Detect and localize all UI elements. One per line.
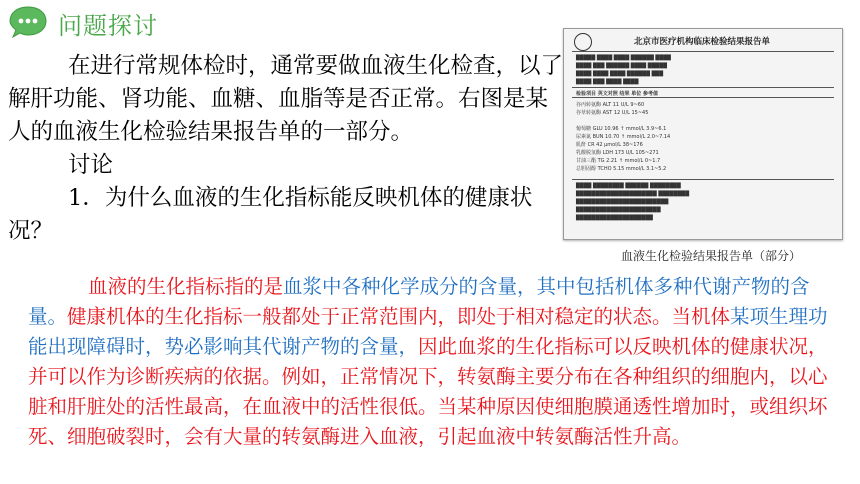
hospital-logo-icon — [574, 33, 592, 51]
answer-text-red: 血液的生化指标指的是 — [88, 275, 284, 298]
discussion-label: 讨论 — [68, 152, 114, 178]
chat-bubble-icon — [8, 4, 48, 40]
report-row: 甘油三酯 TG 2.21 ↑ mmol/L 0~1.7 — [576, 158, 661, 164]
intro-block — [8, 50, 568, 248]
report-caption: 血液生化检验结果报告单（部分） — [621, 249, 802, 263]
answer-text-red: 健康机体的生化指标一般都处于正常范围内，即处于相对稳定的状态。当机体 — [67, 305, 731, 328]
intro-paragraph: 在进行常规体检时，通常要做血液生化检查，以了解肝功能、肾功能、血糖、血脂等是否正常。右图是某人的血液生化检验结果报告单的一部分。 — [8, 53, 564, 145]
report-title: 北京市医疗机构临床检验结果报告单 — [634, 37, 771, 47]
divider — [572, 179, 834, 180]
answer-text-blue: 血浆中各种化学成分的含量，其中包括机体多种代谢产物的含量。 — [28, 275, 810, 328]
report-row: 乳酸脱氢酶 LDH 173 U/L 105~271 — [576, 150, 659, 156]
divider — [572, 87, 834, 88]
report-row: 总胆固醇 TCHO 5.15 mmol/L 3.1~5.2 — [576, 166, 667, 172]
report-row: 葡萄糖 GLU 10.96 ↑ mmol/L 3.9~6.1 — [576, 126, 667, 132]
lab-report-image: 北京市医疗机构临床检验结果报告单 █████ ████ ████ ██████ ████ ████ ███ ██████ ████ █████ ████ ████ ████ ██████ ███ ████ ███ ████ ████ 检验项目 英文对照 结果 单位 参考值 谷丙转氨酶 ALT 11 U/L 9~60 谷草转氨酶 AST 12 U/L 15~45 葡萄糖 GLU 10.96 ↑ mmol/L 3.9~6.1 尿素氮 BUN 10.70 ↑ mmol/L 2.0~7.14 肌酐 CR 42 μmol/L 38~176 乳酸脱氢酶 LDH 173 U/L 105~271 甘油三酯 TG 2.21 ↑ mmol/L 0~1.7 总胆固醇 TCHO 5.15 mmol/L 3.1~5.2 ████ ████████ ██████ ████████ █████████████████████ ████████ ████████████████████████ ██████████████████████ ████████████████████ — [563, 28, 843, 240]
report-row: 谷草转氨酶 AST 12 U/L 15~45 — [576, 110, 649, 116]
divider — [572, 97, 834, 98]
report-row: 肌酐 CR 42 μmol/L 38~176 — [576, 142, 643, 148]
answer-text-red: 因此血浆的生化指标可以反映机体的健康状况，并可以作为诊断疾病的依据。例如，正常情况下，转氨酶主要分布在各种组织的细胞内，以心脏和肝脏处的活性最高，在血液中的活性很低。当某种原因使细胞膜通透性增加时，或组织坏死、细胞破裂时，会有大量的转氨酶进入血液，引起血液中转氨酶活性升高。 — [28, 335, 828, 448]
divider — [572, 51, 834, 52]
report-row: 检验项目 英文对照 结果 单位 参考值 — [576, 91, 658, 97]
answer-text-blue: 某项生理功能出现障碍时，势必影响其代谢产物的含量， — [28, 305, 828, 358]
discussion-question: 1．为什么血液的生化指标能反映机体的健康状况？ — [8, 185, 533, 244]
report-row: 尿素氮 BUN 10.70 ↑ mmol/L 2.0~7.14 — [576, 134, 671, 140]
answer-paragraph — [28, 272, 838, 452]
section-title: 问题探讨 — [58, 12, 158, 40]
report-row: 谷丙转氨酶 ALT 11 U/L 9~60 — [576, 102, 645, 108]
